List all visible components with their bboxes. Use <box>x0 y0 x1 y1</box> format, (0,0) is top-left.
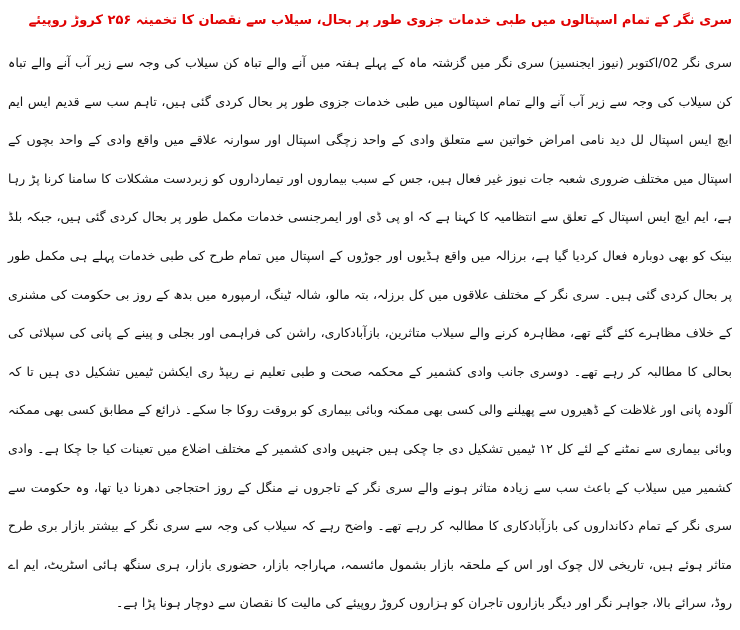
article-headline: سری نگر کے تمام اسپتالوں میں طبی خدمات جزوی طور پر بحال، سیلاب سے نقصان کا تخمینہ ۲۵۶ کروڑ روپیئے <box>28 13 732 28</box>
article-body: سری نگر 02/اکتوبر (نیوز ایجنسیز) سری نگر میں گزشتہ ماہ کے پہلے ہفتہ میں آنے والے تباہ کن سیلاب کی وجہ سے زیر آب آنے والے تباہ کن سیلاب کی وجہ سے زیر آب آنے والے تمام اسپتالوں میں طبی خدمات جزوی طور پر بحال کردی گئی ہیں، تاہم سب سے قدیم ایس ایم ایچ ایس اسپتال لل دید نامی امراض خواتین سے متعلق وادی کے واحد زچگی اسپتال اور سوارنہ علاقے میں واقع وادی کے واحد بچوں کے اسپتال میں مختلف ضروری شعبہ جات نیوز غیر فعال ہیں، جس کے سبب بیماروں اور تیمارداروں کو زبردست مشکلات کا سامنا کرنا پڑ رہا ہے، ایم ایچ ایس اسپتال کے تعلق سے انتظامیہ کا کہنا ہے کہ او پی ڈی اور ایمرجنسی خدمات مکمل طور پر بحال کردی گئی ہیں، جبکہ بلڈ بینک کو بھی دوبارہ فعال کردیا گیا ہے، برزالہ میں واقع ہڈیوں اور جوڑوں کے اسپتال میں تمام طرح کی طبی خدمات پہلے ہی مکمل طور پر بحال کردی گئی ہیں۔ سری نگر کے مختلف علاقوں میں کل برزلہ، بتہ مالو، شالہ ٹینگ، ارمپورہ میں بدھ کے روز بی حکومت کی مشنری کے خلاف مظاہرے کئے گئے تھے، مظاہرہ کرنے والے سیلاب متاثرین، بازآبادکاری، راشن کی فراہمی اور بجلی و پینے کے پانی کی سپلائی کی بحالی کا مطالبہ کر رہے تھے۔ دوسری جانب وادی کشمیر کے محکمہ صحت و طبی تعلیم نے ریپڈ ری ایکشن ٹیمیں تشکیل دی ہیں تا کہ آلودہ پانی اور غلاظت کے ڈھیروں سے پھیلنے والی کسی بھی ممکنہ وبائی بیماری کو بروقت روکا جا سکے۔ ذرائع کے مطابق کسی بھی ممکنہ وبائی بیماری سے نمٹنے کے لئے کل ۱۲ ٹیمیں تشکیل دی جا چکی ہیں جنہیں وادی کشمیر کے مختلف اضلاع میں تعینات کیا جا چکا ہے۔ وادی کشمیر میں سیلاب کے باعث سب سے زیادہ متاثر ہونے والے سری نگر کے تاجروں نے منگل کے روز احتجاجی دھرنا دیا تھا، وہ حکومت سے سری نگر کے تمام دکانداروں کی بازآبادکاری کا مطالبہ کر رہے تھے۔ واضح رہے کہ سیلاب کی وجہ سے سری نگر کے بیشتر بازار بری طرح متاثر ہوئے ہیں، تاریخی لال چوک اور اس کے ملحقہ بازار بشمول مائسمہ، مہاراجہ بازار، حضوری بازار، ہری سنگھ ہائی اسٹریٹ، ایم اے روڈ، سرائے بالا، جواہر نگر اور دیگر بازاروں تاجران کو ہزاروں کروڑ روپیئے کی مالیت کا نقصان سے دوچار ہونا پڑا ہے۔ <box>8 55 733 611</box>
news-article <box>8 4 732 626</box>
